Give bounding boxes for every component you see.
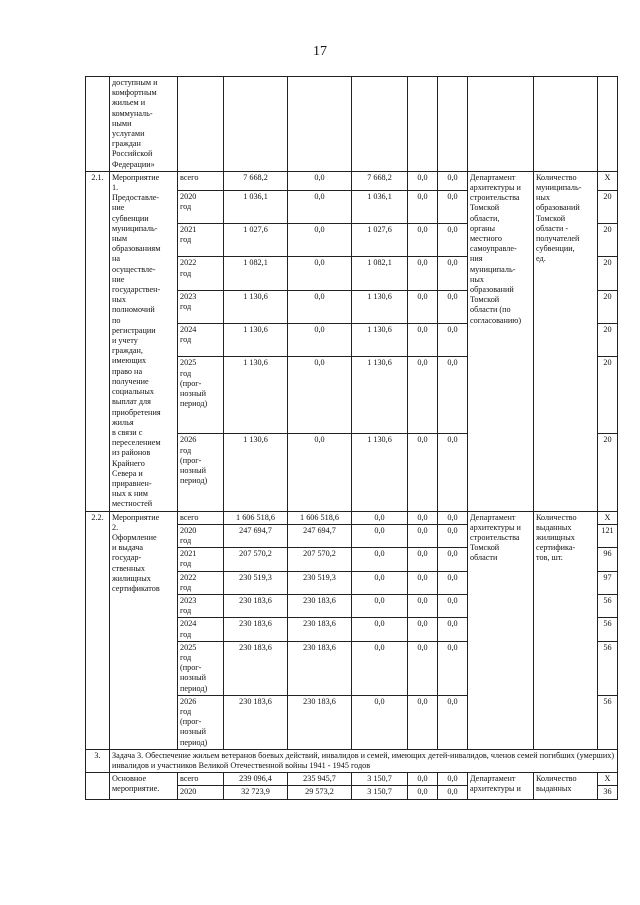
federal-cell: 0,0 (288, 224, 352, 257)
federal-cell: 0,0 (288, 357, 352, 434)
regional-cell: 1 036,1 (352, 190, 408, 223)
regional-cell: 3 150,7 (352, 773, 408, 786)
indicator-cell: Количество муниципаль- ных образований Томской области - получателей субвенции, ед. (534, 171, 598, 511)
indicator-value-cell: X (598, 171, 618, 190)
local-cell: 0,0 (408, 773, 438, 786)
federal-cell: 1 606 518,6 (288, 511, 352, 524)
table-row (86, 171, 618, 190)
local-cell: 0,0 (408, 548, 438, 571)
indicator-value-cell: 56 (598, 594, 618, 617)
event-number: 2.1. (86, 171, 110, 511)
total-cell: 247 694,7 (224, 524, 288, 547)
year-cell: 2022 год (178, 571, 224, 594)
year-cell: 2026 год (прог- нозный период) (178, 695, 224, 749)
indicator-value-cell: 56 (598, 618, 618, 641)
federal-cell: 0,0 (288, 434, 352, 511)
total-cell: 1 130,6 (224, 357, 288, 434)
total-cell: 1 606 518,6 (224, 511, 288, 524)
other-cell: 0,0 (438, 695, 468, 749)
regional-cell: 0,0 (352, 618, 408, 641)
other-cell: 0,0 (438, 786, 468, 799)
regional-cell: 1 130,6 (352, 357, 408, 434)
event-number (86, 773, 110, 799)
local-cell: 0,0 (408, 257, 438, 290)
event-number: 2.2. (86, 511, 110, 749)
total-cell: 230 183,6 (224, 594, 288, 617)
indicator-cell: Количество выданных жилищных сертифика- тов, шт. (534, 511, 598, 749)
table-row (86, 511, 618, 524)
row-description: доступным и комфортным жильем и коммуналь- ными услугами граждан Российской Федерации» (110, 77, 178, 172)
other-cell: 0,0 (438, 324, 468, 357)
executor-cell: Департамент архитектуры и строительства Томской области, органы местного самоуправле- ния муниципаль- ных образований Томской области (по согласованию) (468, 171, 534, 511)
total-cell: 1 130,6 (224, 434, 288, 511)
local-cell: 0,0 (408, 594, 438, 617)
indicator-value-cell: 20 (598, 257, 618, 290)
indicator-value-cell: 20 (598, 434, 618, 511)
year-cell: 2026 год (прог- нозный период) (178, 434, 224, 511)
executor-cell: Департамент архитектуры и (468, 773, 534, 799)
federal-cell: 0,0 (288, 324, 352, 357)
total-cell: 32 723,9 (224, 786, 288, 799)
year-cell: 2020 год (178, 524, 224, 547)
local-cell: 0,0 (408, 224, 438, 257)
indicator-value-cell: 97 (598, 571, 618, 594)
local-cell: 0,0 (408, 434, 438, 511)
federal-cell: 29 573,2 (288, 786, 352, 799)
other-cell: 0,0 (438, 224, 468, 257)
indicator-value-cell: 20 (598, 324, 618, 357)
event-2-1-block (86, 171, 618, 511)
other-cell: 0,0 (438, 357, 468, 434)
regional-cell: 3 150,7 (352, 786, 408, 799)
total-cell: 1 036,1 (224, 190, 288, 223)
regional-cell: 0,0 (352, 571, 408, 594)
federal-cell: 0,0 (288, 171, 352, 190)
local-cell: 0,0 (408, 571, 438, 594)
regional-cell: 1 027,6 (352, 224, 408, 257)
other-cell: 0,0 (438, 257, 468, 290)
indicator-value-cell: 20 (598, 290, 618, 323)
other-cell: 0,0 (438, 548, 468, 571)
task-number: 3. (86, 749, 110, 772)
other-cell: 0,0 (438, 524, 468, 547)
regional-cell: 0,0 (352, 511, 408, 524)
federal-cell: 230 183,6 (288, 641, 352, 695)
event-name: Мероприятие 2. Оформление и выдача государ- ственных жилищных сертификатов (110, 511, 178, 749)
local-cell: 0,0 (408, 324, 438, 357)
local-cell: 0,0 (408, 290, 438, 323)
total-cell: 1 027,6 (224, 224, 288, 257)
event-2-2-block (86, 511, 618, 749)
year-cell: 2025 год (прог- нозный период) (178, 357, 224, 434)
local-cell: 0,0 (408, 641, 438, 695)
regional-cell: 1 130,6 (352, 434, 408, 511)
year-cell: 2025 год (прог- нозный период) (178, 641, 224, 695)
federal-cell: 235 945,7 (288, 773, 352, 786)
total-cell: 230 183,6 (224, 695, 288, 749)
total-cell: 7 668,2 (224, 171, 288, 190)
local-cell: 0,0 (408, 524, 438, 547)
indicator-value-cell: 56 (598, 695, 618, 749)
local-cell: 0,0 (408, 357, 438, 434)
federal-cell: 0,0 (288, 290, 352, 323)
total-cell: 1 130,6 (224, 324, 288, 357)
regional-cell: 0,0 (352, 594, 408, 617)
total-cell: 239 096,4 (224, 773, 288, 786)
regional-cell: 0,0 (352, 524, 408, 547)
year-cell: всего (178, 511, 224, 524)
local-cell: 0,0 (408, 695, 438, 749)
indicator-value-cell: 20 (598, 357, 618, 434)
year-cell: всего (178, 773, 224, 786)
regional-cell: 7 668,2 (352, 171, 408, 190)
other-cell: 0,0 (438, 171, 468, 190)
indicator-value-cell: 20 (598, 224, 618, 257)
total-cell: 207 570,2 (224, 548, 288, 571)
indicator-value-cell: 20 (598, 190, 618, 223)
year-cell: 2022 год (178, 257, 224, 290)
other-cell: 0,0 (438, 594, 468, 617)
other-cell: 0,0 (438, 190, 468, 223)
local-cell: 0,0 (408, 511, 438, 524)
table-row (86, 77, 618, 172)
indicator-value-cell: X (598, 773, 618, 786)
regional-cell: 0,0 (352, 695, 408, 749)
year-cell: всего (178, 171, 224, 190)
local-cell: 0,0 (408, 786, 438, 799)
federal-cell: 0,0 (288, 257, 352, 290)
total-cell: 230 183,6 (224, 618, 288, 641)
indicator-value-cell: 96 (598, 548, 618, 571)
event-name: Мероприятие 1. Предоставле- ние субвенции муниципаль- ным образованиям на осуществле- ние государствен- ных полномочий по регистрации и учету граждан, имеющих право на получение социальных выплат для приобретения жилья в связи с переселением из районов Крайнего Севера и приравнен- ных к ним местностей (110, 171, 178, 511)
regional-cell: 0,0 (352, 548, 408, 571)
total-cell: 1 082,1 (224, 257, 288, 290)
year-cell: 2020 год (178, 190, 224, 223)
federal-cell: 0,0 (288, 190, 352, 223)
year-cell: 2021 год (178, 224, 224, 257)
regional-cell: 0,0 (352, 641, 408, 695)
local-cell: 0,0 (408, 618, 438, 641)
year-cell: 2024 год (178, 618, 224, 641)
year-cell: 2023 год (178, 290, 224, 323)
other-cell: 0,0 (438, 511, 468, 524)
task-row (86, 749, 618, 772)
indicator-value-cell: 56 (598, 641, 618, 695)
event-name: Основное мероприятие. (110, 773, 178, 799)
year-cell: 2024 год (178, 324, 224, 357)
total-cell: 230 183,6 (224, 641, 288, 695)
year-cell: 2023 год (178, 594, 224, 617)
regional-cell: 1 130,6 (352, 290, 408, 323)
other-cell: 0,0 (438, 618, 468, 641)
task-text: Задача 3. Обеспечение жильем ветеранов боевых действий, инвалидов и семей, имеющих детей-инвалидов, членов семей погибших (умерших) инвалидов и участников Великой Отечественной войны 1941 - 1945 годов (110, 749, 618, 772)
indicator-value-cell: X (598, 511, 618, 524)
year-cell: 2021 год (178, 548, 224, 571)
year-cell: 2020 (178, 786, 224, 799)
regional-cell: 1 130,6 (352, 324, 408, 357)
other-cell: 0,0 (438, 434, 468, 511)
main-event-block (86, 773, 618, 799)
executor-cell: Департамент архитектуры и строительства Томской области (468, 511, 534, 749)
total-cell: 1 130,6 (224, 290, 288, 323)
other-cell: 0,0 (438, 290, 468, 323)
indicator-value-cell: 36 (598, 786, 618, 799)
indicator-value-cell: 121 (598, 524, 618, 547)
regional-cell: 1 082,1 (352, 257, 408, 290)
indicator-cell: Количество выданных (534, 773, 598, 799)
federal-cell: 247 694,7 (288, 524, 352, 547)
local-cell: 0,0 (408, 171, 438, 190)
federal-cell: 230 183,6 (288, 618, 352, 641)
federal-cell: 230 519,3 (288, 571, 352, 594)
other-cell: 0,0 (438, 641, 468, 695)
federal-cell: 207 570,2 (288, 548, 352, 571)
other-cell: 0,0 (438, 571, 468, 594)
table-row (86, 773, 618, 786)
total-cell: 230 519,3 (224, 571, 288, 594)
program-table (85, 76, 618, 800)
local-cell: 0,0 (408, 190, 438, 223)
other-cell: 0,0 (438, 773, 468, 786)
page-number: 17 (313, 44, 327, 59)
federal-cell: 230 183,6 (288, 594, 352, 617)
federal-cell: 230 183,6 (288, 695, 352, 749)
